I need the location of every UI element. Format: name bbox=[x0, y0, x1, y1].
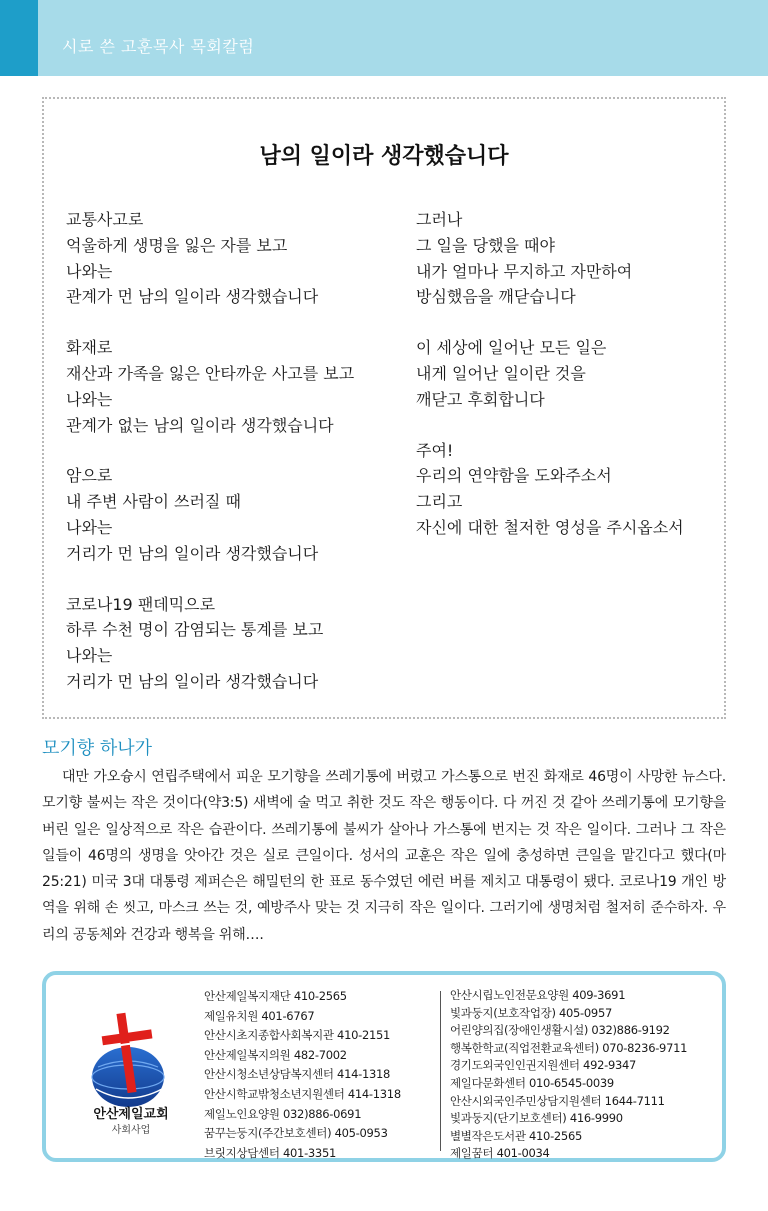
header-title: 시로 쓴 고훈목사 목회칼럼 bbox=[62, 37, 255, 56]
poem-right-column bbox=[416, 207, 726, 566]
poem-line: 관계가 없는 남의 일이라 생각했습니다 bbox=[66, 415, 334, 435]
contact-list-item: 안산제일복지의원 482-7002 bbox=[204, 1047, 347, 1062]
poem-stanza bbox=[66, 463, 406, 566]
poem-stanza bbox=[66, 207, 406, 310]
poem-stanza bbox=[416, 438, 726, 541]
poem-line: 암으로 bbox=[66, 466, 113, 486]
poem-line: 나와는 bbox=[66, 261, 113, 281]
column-divider bbox=[440, 991, 441, 1151]
poem-line: 깨닫고 후회합니다 bbox=[416, 389, 545, 409]
logo-church-name: 안산제일교회 bbox=[93, 1107, 169, 1122]
poem-line: 그러나 bbox=[416, 210, 463, 229]
contact-list-item: 빛과둥지(단기보호센터) 416-9990 bbox=[450, 1111, 623, 1126]
contact-list-item: 브릿지상담센터 401-3351 bbox=[204, 1145, 336, 1160]
poem-line: 재산과 가족을 잃은 안타까운 사고를 보고 bbox=[66, 363, 355, 383]
poem-line: 내 주변 사람이 쓰러질 때 bbox=[66, 492, 241, 512]
poem-line: 이 세상에 일어난 모든 일은 bbox=[416, 338, 607, 358]
poem-line: 주여! bbox=[416, 440, 454, 460]
contact-list-item: 안산시외국인주민상담지원센터 1644-7111 bbox=[450, 1093, 665, 1108]
contact-list-item: 행복한학교(직업전환교육센터) 070-8236-9711 bbox=[450, 1040, 688, 1055]
poem-title: 남의 일이라 생각했습니다 bbox=[259, 144, 509, 169]
contact-list-item: 안산시학교밖청소년지원센터 414-1318 bbox=[204, 1086, 401, 1101]
essay-title: 모기향 하나가 bbox=[42, 738, 153, 759]
contact-list-right bbox=[450, 987, 687, 1163]
poem-line: 억울하게 생명을 잃은 자를 보고 bbox=[66, 235, 288, 255]
page-header bbox=[0, 0, 768, 76]
poem-line: 코로나19 팬데믹으로 bbox=[66, 594, 216, 614]
header-accent-bar bbox=[0, 0, 38, 76]
poem-line: 거리가 먼 남의 일이라 생각했습니다 bbox=[66, 671, 319, 691]
poem-line: 나와는 bbox=[66, 517, 113, 537]
contact-list-item: 제일노인요양원 032)886-0691 bbox=[204, 1106, 362, 1121]
poem-stanza bbox=[66, 592, 406, 695]
logo-subtitle: 사회사업 bbox=[111, 1125, 151, 1136]
contact-list-item: 꿈꾸는둥지(주간보호센터) 405-0953 bbox=[204, 1126, 388, 1141]
poem-line: 방심했음을 깨닫습니다 bbox=[416, 287, 576, 307]
contact-list-item: 어린양의집(장애인생활시설) 032)886-9192 bbox=[450, 1023, 670, 1038]
contact-list-item: 경기도외국인인권지원센터 492-9347 bbox=[450, 1058, 637, 1073]
poem-left-column bbox=[66, 207, 406, 720]
contact-list-item: 별별작은도서관 410-2565 bbox=[450, 1128, 582, 1143]
poem-line: 그리고 bbox=[416, 492, 463, 512]
contact-list-item: 안산시청소년상담복지센터 414-1318 bbox=[204, 1067, 391, 1082]
poem-line: 거리가 먼 남의 일이라 생각했습니다 bbox=[66, 543, 319, 563]
contact-list-item: 안산시립노인전문요양원 409-3691 bbox=[450, 988, 626, 1002]
poem-line: 그 일을 당했을 때야 bbox=[416, 235, 555, 255]
contact-list-item: 안산제일복지재단 410-2565 bbox=[204, 989, 347, 1003]
poem-line: 관계가 먼 남의 일이라 생각했습니다 bbox=[66, 287, 319, 307]
contact-list-item: 제일꿈터 401-0034 bbox=[450, 1146, 550, 1161]
poem-line: 교통사고로 bbox=[66, 210, 144, 229]
essay-body: 대만 가오슝시 연립주택에서 피운 모기향을 쓰레기통에 버렸고 가스통으로 번진 화재로 46명이 사망한 뉴스다. 모기향 불씨는 작은 것이다(약3:5) 새벽에 술 먹고 취한 것도 작은 행동이다. 다 꺼진 것 같아 쓰레기통에 모기향을 버린 일은 일상적으로 작은 습관이다. 쓰레기통에 불씨가 살아나 가스통에 번지는 것 작은 일이다. 그러나 그 작은 일들이 46명의 생명을 앗아간 것은 실로 큰일이다. 성서의 교훈은 작은 일에 충성하면 큰일을 맡긴다고 했다(마25:21) 미국 3대 대통령 제퍼슨은 해밀턴의 한 표로 동수였던 에런 버를 제치고 대통령이 됐다. 코로나19 개인 방역을 위해 손 씻고, 마스크 쓰는 것, 예방주사 맞는 것 지극히 작은 일이다. 그러기에 생명처럼 철저히 준수하자. 우리의 공동체와 건강과 행복을 위해…. bbox=[42, 769, 726, 943]
poem-line: 내가 얼마나 무지하고 자만하여 bbox=[416, 261, 633, 281]
contact-list-item: 제일다문화센터 010-6545-0039 bbox=[450, 1075, 614, 1090]
poem-stanza bbox=[416, 207, 726, 310]
contact-list-left bbox=[204, 987, 401, 1163]
contact-list-item: 안산시초지종합사회복지관 410-2151 bbox=[204, 1028, 391, 1043]
poem-stanza bbox=[416, 335, 726, 412]
poem-line: 하루 수천 명이 감염되는 통계를 보고 bbox=[66, 620, 324, 640]
poem-line: 나와는 bbox=[66, 646, 113, 666]
contact-list-item: 제일유치원 401-6767 bbox=[204, 1008, 315, 1023]
poem-line: 우리의 연약함을 도와주소서 bbox=[416, 466, 612, 486]
contact-list-item: 빛과둥지(보호작업장) 405-0957 bbox=[450, 1005, 612, 1020]
poem-stanza bbox=[66, 335, 406, 438]
footer-box bbox=[42, 971, 726, 1162]
poem-line: 자신에 대한 철저한 영성을 주시옵소서 bbox=[416, 517, 684, 537]
poem-line: 화재로 bbox=[66, 338, 113, 358]
poem-box bbox=[42, 97, 726, 719]
poem-line: 나와는 bbox=[66, 389, 113, 409]
poem-line: 내게 일어난 일이란 것을 bbox=[416, 363, 586, 383]
